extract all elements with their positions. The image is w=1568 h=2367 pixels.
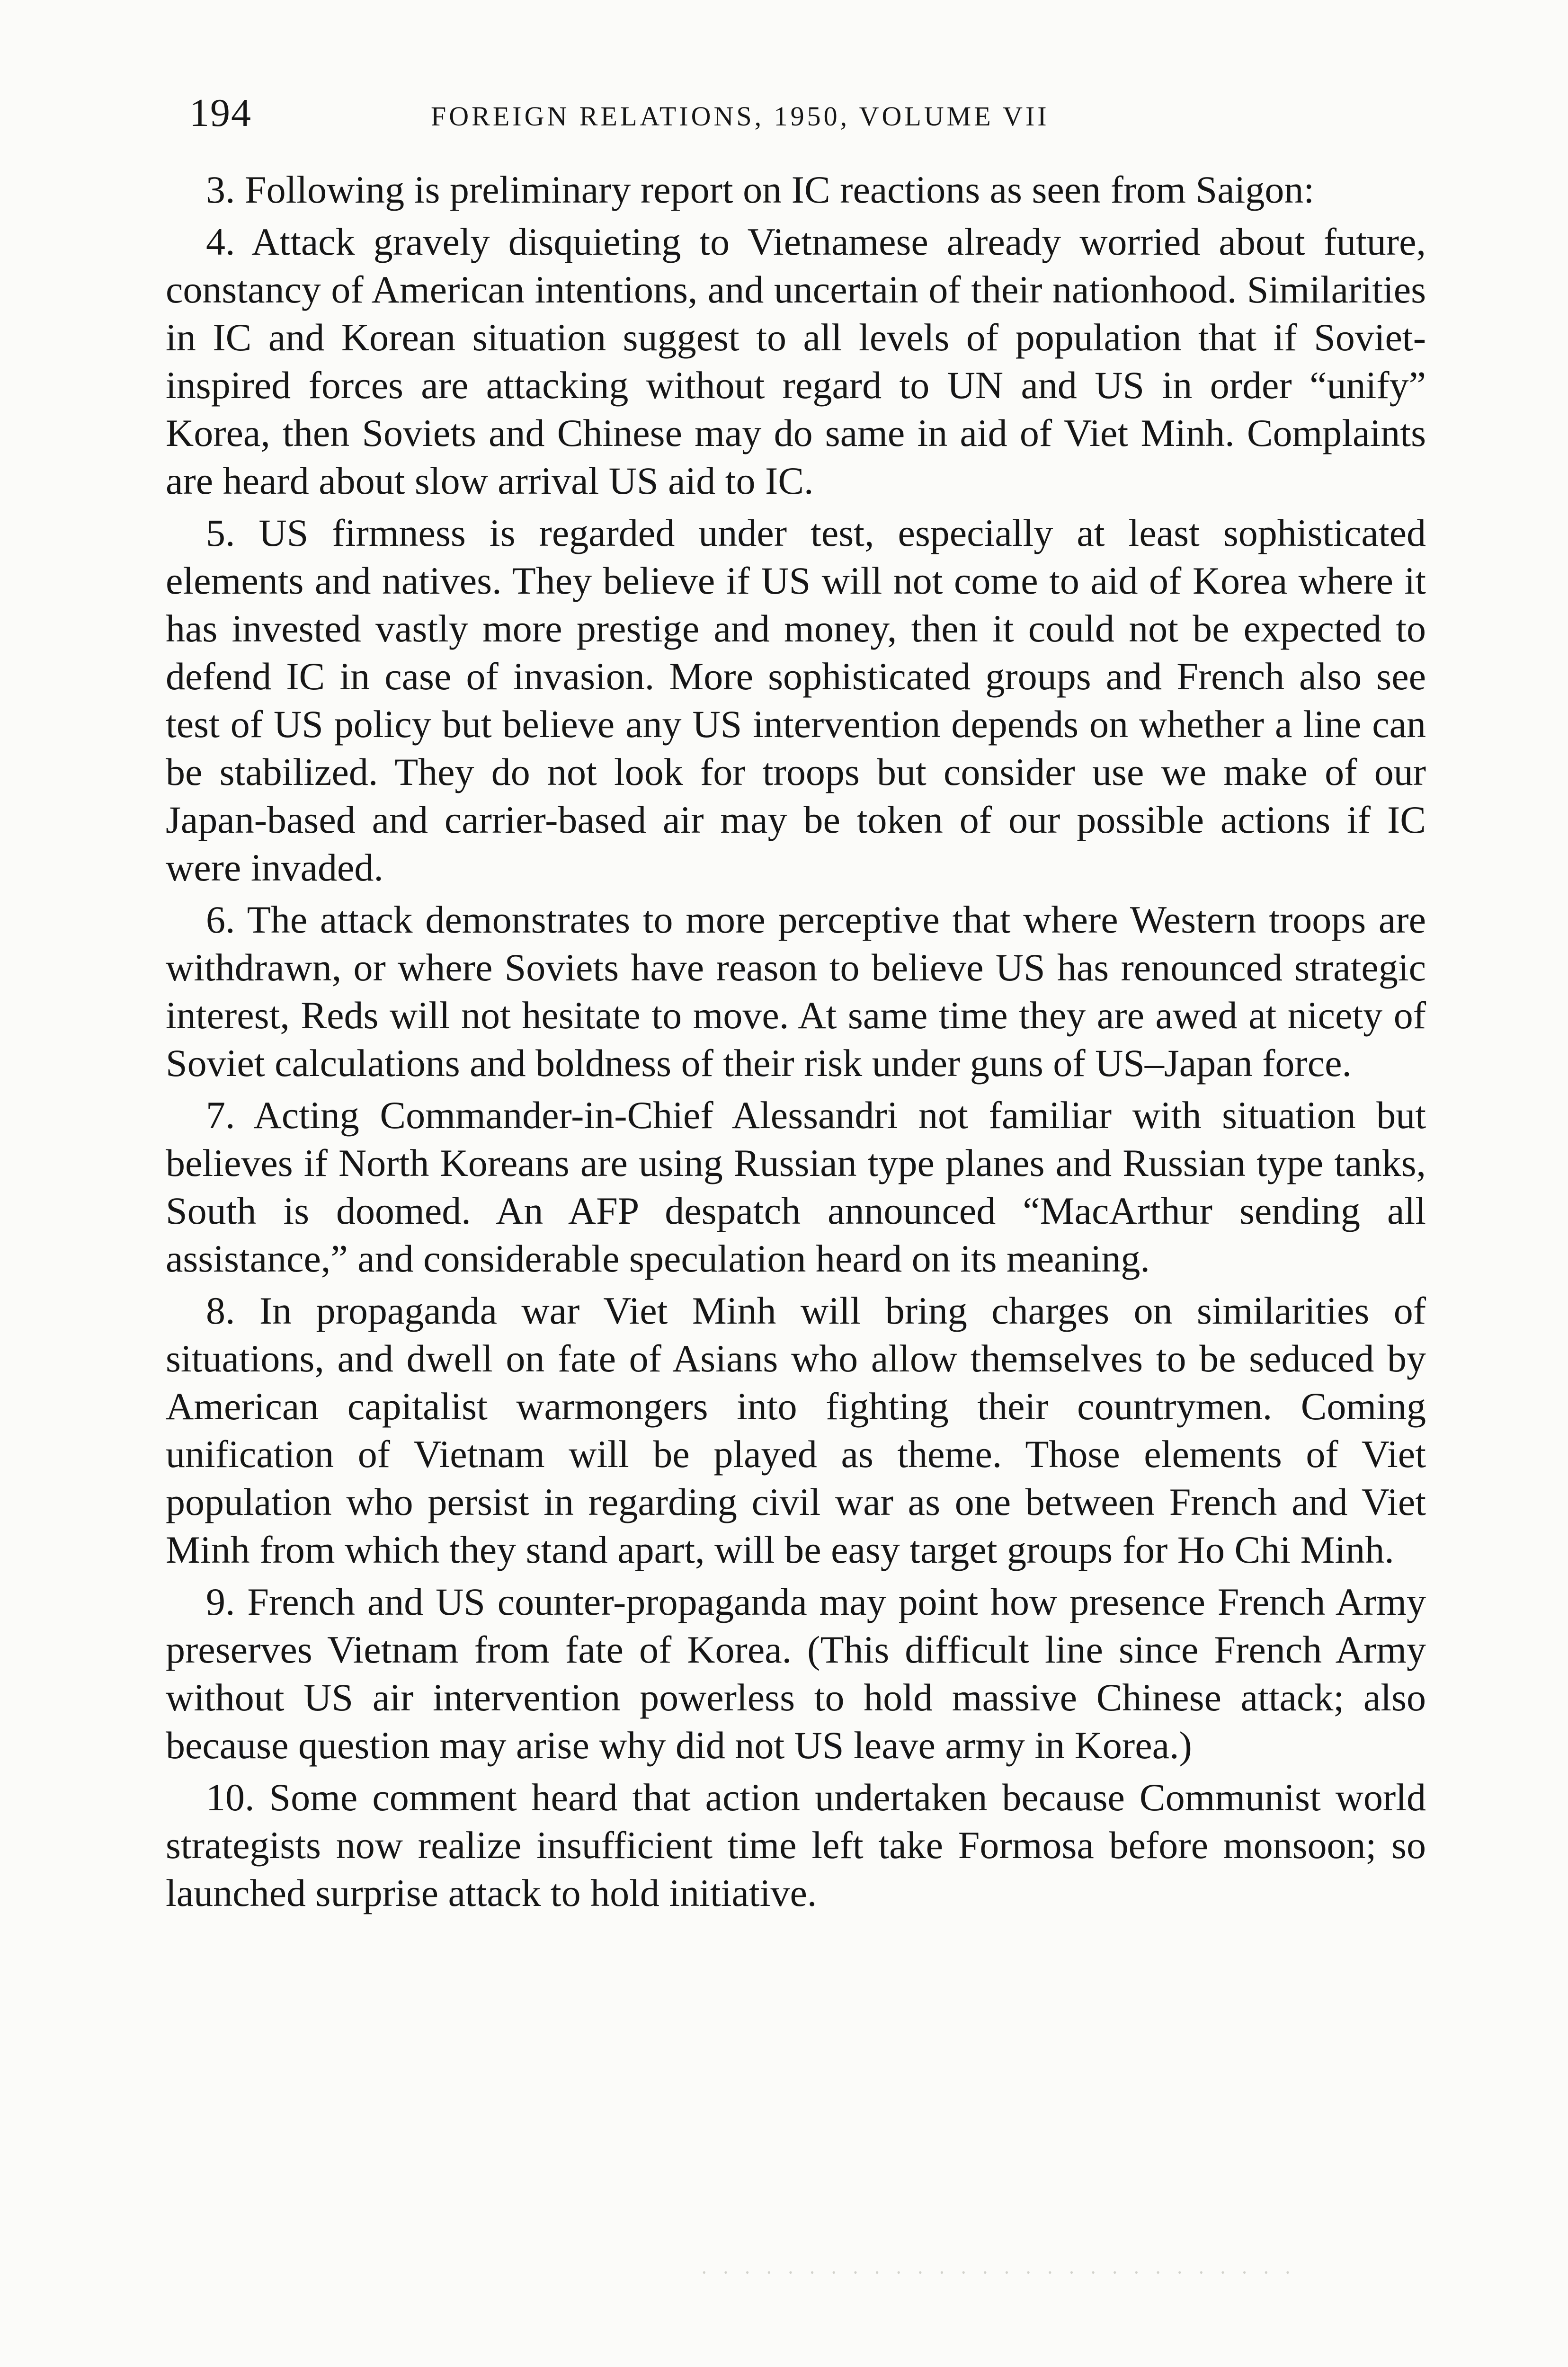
- paragraph-text: Acting Commander-in-Chief Alessandri not familiar with situation but believes if North Koreans are using Russian type planes and Russian type tanks, South is doomed. An AFP despatch announced “MacArthur sending all assistance,” and considerable speculation heard on its meaning.: [166, 1094, 1426, 1280]
- paragraph-number: 9.: [206, 1580, 235, 1623]
- paragraph-text: French and US counter-propaganda may point how presence French Army preserves Vietnam from fate of Korea. (This difficult line since French Army without US air intervention powerless to hold massive Chinese attack; also because question may arise why did not US leave army in Korea.): [166, 1580, 1426, 1767]
- paragraph-7: [166, 1091, 1426, 1282]
- show-through-smudge: · · · · · · · · · · · · · · · · · · · · · · · · · · · ·: [701, 2261, 1296, 2279]
- paragraph-text: Attack gravely disquieting to Vietnamese already worried about future, constancy of American intentions, and uncertain of their nationhood. Similarities in IC and Korean situation suggest to all levels of population that if Soviet-inspired forces are attacking without regard to UN and US in order “unify” Korea, then Soviets and Chinese may do same in aid of Viet Minh. Complaints are heard about slow arrival US aid to IC.: [166, 220, 1426, 502]
- paragraph-text: In propaganda war Viet Minh will bring charges on similarities of situations, and dwell on fate of Asians who allow themselves to be seduced by American capitalist warmongers into fighting their countrymen. Coming unification of Vietnam will be played as theme. Those elements of Viet population who persist in regarding civil war as one between French and Viet Minh from which they stand apart, will be easy target groups for Ho Chi Minh.: [166, 1289, 1426, 1571]
- paragraph-number: 8.: [206, 1289, 235, 1332]
- page-number: 194: [189, 91, 252, 135]
- running-head: [166, 90, 1426, 147]
- paragraph-number: 4.: [206, 220, 235, 263]
- paragraph-5: [166, 509, 1426, 891]
- paragraph-3: [166, 166, 1426, 214]
- paragraph-number: 5.: [206, 511, 235, 554]
- paragraph-text: The attack demonstrates to more perceptive that where Western troops are withdrawn, or where Soviets have reason to believe US has renounced strategic interest, Reds will not hesitate to move. At same time they are awed at nicety of Soviet calculations and boldness of their risk under guns of US–Japan force.: [166, 898, 1426, 1085]
- paragraph-text: Following is preliminary report on IC reactions as seen from Saigon:: [245, 168, 1315, 211]
- paragraph-text: US firmness is regarded under test, especially at least sophisticated elements and natives. They believe if US will not come to aid of Korea where it has invested vastly more prestige and money, then it could not be expected to defend IC in case of invasion. More sophisticated groups and French also see test of US policy but believe any US intervention depends on whether a line can be stabilized. They do not look for troops but consider use we make of our Japan-based and carrier-based air may be token of our possible actions if IC were invaded.: [166, 511, 1426, 889]
- paragraph-number: 7.: [206, 1094, 235, 1137]
- paragraph-text: Some comment heard that action undertaken because Communist world strategists now realize insufficient time left take Formosa before monsoon; so launched surprise attack to hold initiative.: [166, 1776, 1426, 1914]
- paragraph-number: 10.: [206, 1776, 255, 1819]
- document-body: [166, 166, 1426, 1917]
- paragraph-9: [166, 1578, 1426, 1769]
- paragraph-6: [166, 896, 1426, 1087]
- paragraph-number: 3.: [206, 168, 235, 211]
- paragraph-4: [166, 218, 1426, 505]
- running-title: FOREIGN RELATIONS, 1950, VOLUME VII: [431, 101, 1050, 132]
- paragraph-8: [166, 1287, 1426, 1574]
- paragraph-10: [166, 1773, 1426, 1917]
- paragraph-number: 6.: [206, 898, 235, 941]
